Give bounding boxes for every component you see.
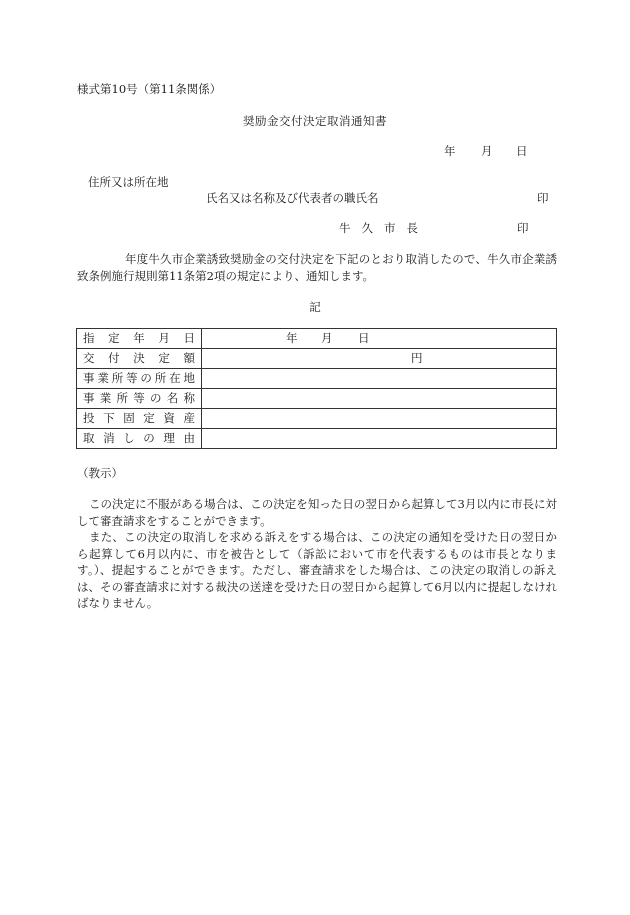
row-label-grant-amount: 交付決定額 xyxy=(77,349,202,369)
instruction-paragraph-2: また、この決定の取消しを求める訴えをする場合は、この決定の通知を受けた日の翌日から起算して6月以内に、市を被告として（訴訟において市を代表するものは市長となります。）、提起することができます。ただし、審査請求をした場合は、この決定の取消しの訴えは、その審査請求に対する裁決の送達を受けた日の翌日から起算して6月以内に提起しなければなりません。 xyxy=(77,530,557,610)
row-label-designation-date: 指定年月日 xyxy=(77,329,202,349)
row-value-cancellation-reason xyxy=(202,429,557,449)
row-value-office-location xyxy=(202,369,557,389)
row-value-grant-amount xyxy=(202,349,557,369)
sender-title: 牛久市長 xyxy=(339,221,429,235)
designation-date-month: 月 xyxy=(321,331,333,345)
yen-unit: 円 xyxy=(411,351,423,365)
instruction-paragraph-1: この決定に不服がある場合は、この決定を知った日の翌日から起算して3月以内に市長に対して審査請求をすることができます。 xyxy=(77,497,557,528)
issue-date-day: 日 xyxy=(516,144,528,158)
issue-date-year: 年 xyxy=(444,144,456,158)
table-row xyxy=(77,329,557,349)
row-value-fixed-assets xyxy=(202,409,557,429)
recipient-seal-mark: 印 xyxy=(537,191,549,205)
row-label-office-location: 事業所等の所在地 xyxy=(77,369,202,389)
table-row xyxy=(77,429,557,449)
ki-heading: 記 xyxy=(309,300,321,314)
form-number: 様式第10号（第11条関係） xyxy=(77,82,222,96)
row-label-office-name: 事業所等の名称 xyxy=(77,389,202,409)
table-row xyxy=(77,369,557,389)
designation-date-year: 年 xyxy=(286,331,298,345)
recipient-address-label: 住所又は所在地 xyxy=(88,175,169,189)
row-value-office-name xyxy=(202,389,557,409)
designation-date-day: 日 xyxy=(358,331,370,345)
instruction-label: （教示） xyxy=(77,466,123,480)
row-label-fixed-assets: 投下固定資産 xyxy=(77,409,202,429)
detail-table xyxy=(76,328,557,449)
issue-date-month: 月 xyxy=(481,144,493,158)
document-title: 奨励金交付決定取消通知書 xyxy=(243,114,387,128)
table-row xyxy=(77,389,557,409)
recipient-name-label: 氏名又は名称及び代表者の職氏名 xyxy=(206,191,379,205)
row-value-designation-date xyxy=(202,329,557,349)
table-row xyxy=(77,349,557,369)
table-row xyxy=(77,409,557,429)
sender-seal-mark: 印 xyxy=(517,221,529,235)
notice-body-text: 年度牛久市企業誘致奨励金の交付決定を下記のとおり取消したので、牛久市企業誘致条例施行規則第11条第2項の規定により、通知します。 xyxy=(77,252,557,283)
row-label-cancellation-reason: 取消しの理由 xyxy=(77,429,202,449)
